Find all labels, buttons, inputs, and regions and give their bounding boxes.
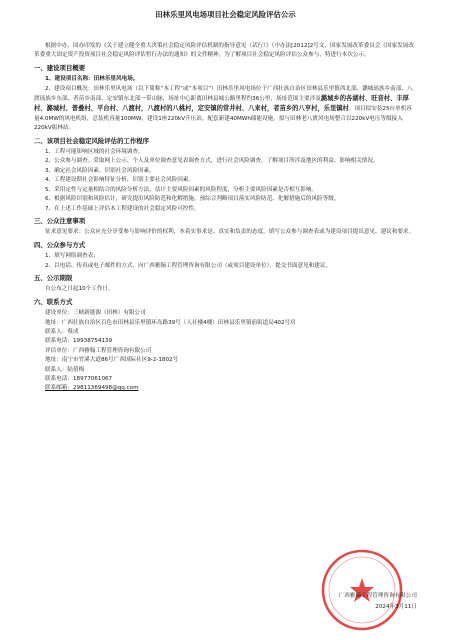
procedure-item: 5、采用定性与定量相结合的风险分析方法，估计主要风险因素的风险程度，分析主要风险因素是否相互影响。 — [45, 186, 318, 193]
participation-item: 2、以电话、传真或电子邮件的方式，向广西雅翰工程管理咨询有限公司（或项目建设单位），提交书面意见和建议。 — [45, 262, 332, 269]
contact-line: 评估单位：广西雅翰工程管理咨询有限公司 — [45, 347, 152, 354]
contact-line: 地址：广西壮族自治区百色市田林县乐里镇环岛路39号（人社楼4楼）田林县乐里镇前街道局402号房 — [45, 319, 296, 326]
participation-item: 1、填写网络调查表； — [45, 253, 99, 260]
procedure-item: 3、确定社会风险因素。识别社会风险因素。 — [45, 167, 155, 174]
procedure-item: 1、工程可能影响区域的社会环境调查。 — [45, 149, 144, 156]
company-seal-stamp — [320, 548, 404, 632]
section-heading-2: 二、该项目社会稳定风险评估的工作程序 — [34, 136, 150, 145]
contact-line — [34, 384, 417, 393]
procedure-item: 2、公众参与调查。采取网上公示、个人及单位调查意见表调查方式，进行社会风险调查，了解项目所涉及地区的利益、影响相关情况。 — [45, 158, 379, 165]
section-heading-6: 六、联系方式 — [34, 297, 73, 306]
public-notice-body: 征求意见要求：公众应充分享受参与影响评价的权利，本着实事求是、真实和负责的态度，填写公众参与调查表或为建设项目提出意见、建议和要求。 — [45, 229, 415, 236]
notice-period: 自公布之日起10个工作日。 — [45, 286, 114, 293]
document-title: 田林乐里风电场项目社会稳定风险评估公示 — [155, 10, 296, 19]
contact-line: 建设单位：三峡新能源（田林）有限公司 — [45, 310, 146, 317]
overview-villages: 潞城乡的各湖村、旺音村、丰厚村、潞城村、普叠村、平台村、八渡村，八渡村的八桃村，定安镇的常井村、八来村，者苗乡的八亨村，乐里镇村 — [34, 95, 409, 113]
contact-line: 联系人：蔡成 — [45, 328, 79, 335]
overview-text-end: 。项目拟安装25台单机容量4.0MW的风电机组，总装机容量100MW，建设1座220kV升压站，配套新建40MWh储能设施，拟与田林老八渡风电场整合以220kV电压等级接入220kV振林站。 — [34, 106, 412, 132]
contact-line: 地址：南宁市竹溪大道86号广西国际社区9-2-1802号 — [45, 357, 179, 364]
section-heading-1: 一、建设项目概要 — [34, 63, 86, 72]
signature-company: 广西雅翰工程管理咨询有限公司 — [338, 593, 417, 599]
contact-line: 联系人：陆倩梅 — [45, 366, 85, 373]
procedure-item: 4、工程建设期社会影响特征分析，识别主要社会风险因素。 — [45, 177, 194, 184]
overview-text-start: 2、建设项目概况：田林乐里风电场（以下简称“本工程”或“本项目”）田林乐里风电场位于广西壮族自治区田林县乐里镇西北部、潞城瑶族乡南部、八渡瑶族乡东部、者苗乡南部、定安镇东北部一带山脉，场址中心距离田林县城公路里程约36公里，场址范围主要涉及 — [34, 85, 413, 103]
procedure-item: 7、在上述工作基础上评估本工程建设的社会稳定风险可控性。 — [45, 205, 200, 212]
section-heading-5: 五、公示期限 — [34, 273, 73, 282]
project-overview — [34, 85, 417, 134]
section-heading-4: 四、公众参与方式 — [34, 240, 86, 249]
intro-paragraph: 根据中办、国办印发的《关于建立健全重大决策社会稳定风险评估机制的指导意见（试行）》（中办法[2012]2号文、国家发展改革委员会《国家发展改革委重大固定资产投资项目社会稳定风险评估暂行办法的通知》的文件精神，为了解项目社会稳定风险评估公众参与，特进行本次公示。 — [34, 43, 414, 59]
project-name: 1、建设项目名称：田林乐里风电场。 — [45, 76, 139, 83]
signature-date: 2024年3月11日 — [375, 604, 417, 610]
section-heading-3: 三、公众注意事项 — [34, 216, 86, 225]
contact-line: 联系电话：18977061067 — [45, 376, 113, 382]
contact-line: 联系电话：19938754139 — [45, 338, 113, 345]
procedure-item: 6、根据风险识别和风险估计，研究提出风险防范和化解措施，预综合判断项目落实风险防范、化解措施后的风险等级。 — [45, 196, 340, 203]
contact-email[interactable]: 联系邮箱：29811369498@qq.com — [45, 385, 139, 392]
